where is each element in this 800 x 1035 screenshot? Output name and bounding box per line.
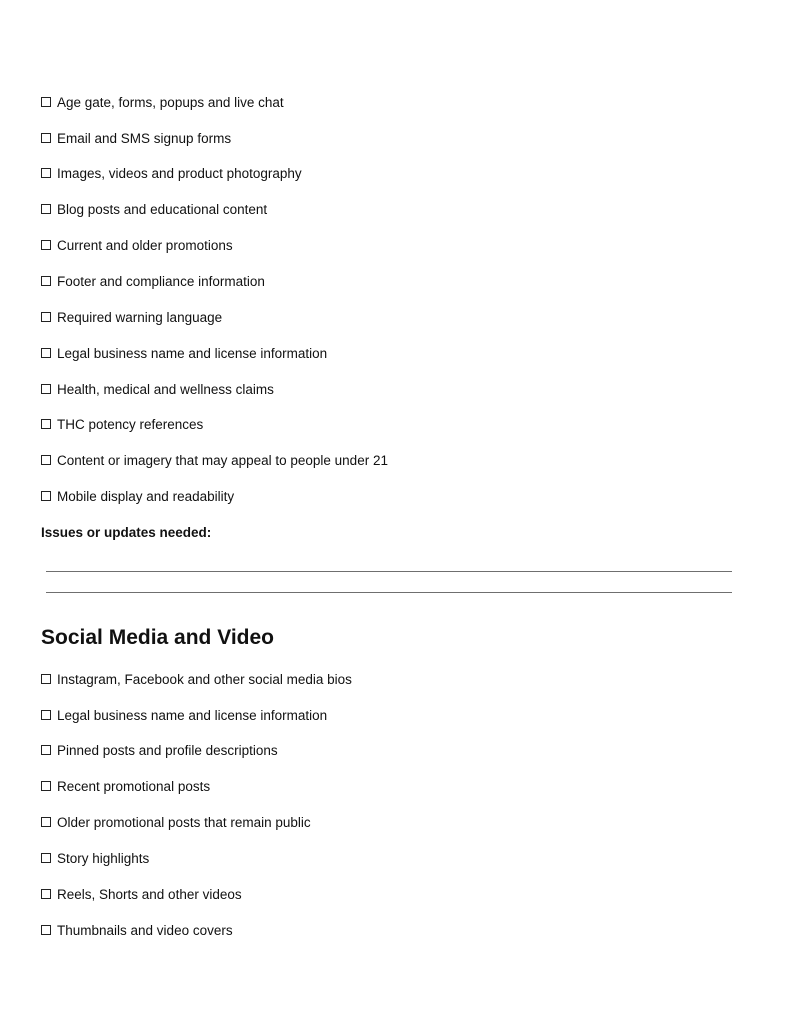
section-heading: Social Media and Video — [41, 626, 275, 649]
checklist-item[interactable] — [41, 308, 222, 328]
checkbox[interactable] — [41, 133, 51, 143]
checklist-item-label: Story highlights — [57, 851, 150, 866]
checklist-item[interactable] — [41, 706, 327, 726]
checkbox[interactable] — [41, 276, 51, 286]
checklist-item-label: Legal business name and license information — [57, 708, 328, 723]
checkbox[interactable] — [41, 348, 51, 358]
checklist-item[interactable] — [41, 380, 274, 400]
checklist-item-label: Footer and compliance information — [57, 274, 265, 289]
issues-label: Issues or updates needed: — [41, 525, 212, 540]
checklist-item-label: Thumbnails and video covers — [57, 923, 233, 938]
checklist-item-label: Instagram, Facebook and other social media bios — [57, 672, 352, 687]
checklist-item-label: Pinned posts and profile descriptions — [57, 743, 278, 758]
checklist-item[interactable] — [41, 272, 265, 292]
checklist-item-label: Mobile display and readability — [57, 489, 235, 504]
checklist-item-label: Current and older promotions — [57, 238, 233, 253]
checkbox[interactable] — [41, 817, 51, 827]
checklist-item-label: Content or imagery that may appeal to people under 21 — [57, 453, 388, 468]
checklist-item[interactable] — [41, 451, 388, 471]
checklist-item[interactable] — [41, 93, 284, 113]
checkbox[interactable] — [41, 312, 51, 322]
checkbox[interactable] — [41, 925, 51, 935]
checklist-item-label: Recent promotional posts — [57, 779, 211, 794]
checklist-item[interactable] — [41, 670, 352, 690]
checkbox[interactable] — [41, 168, 51, 178]
checkbox[interactable] — [41, 853, 51, 863]
checkbox[interactable] — [41, 781, 51, 791]
checkbox[interactable] — [41, 491, 51, 501]
checklist-item[interactable] — [41, 885, 242, 905]
checklist-item[interactable] — [41, 777, 210, 797]
checklist-item[interactable] — [41, 164, 302, 184]
checklist-item[interactable] — [41, 129, 231, 149]
checklist-item[interactable] — [41, 849, 149, 869]
checkbox[interactable] — [41, 240, 51, 250]
checkbox[interactable] — [41, 674, 51, 684]
checkbox[interactable] — [41, 419, 51, 429]
checklist-item-label: Reels, Shorts and other videos — [57, 887, 242, 902]
checklist-item-label: Blog posts and educational content — [57, 202, 268, 217]
checklist-item-label: Legal business name and license information — [57, 346, 328, 361]
checklist-item-label: THC potency references — [57, 417, 204, 432]
checklist-item-label: Images, videos and product photography — [57, 166, 302, 181]
checkbox[interactable] — [41, 384, 51, 394]
checklist-item[interactable] — [41, 200, 267, 220]
checkbox[interactable] — [41, 97, 51, 107]
checklist-item[interactable] — [41, 921, 233, 941]
checkbox[interactable] — [41, 455, 51, 465]
checklist-item[interactable] — [41, 813, 311, 833]
checklist-item-label: Health, medical and wellness claims — [57, 382, 274, 397]
checkbox[interactable] — [41, 710, 51, 720]
checkbox[interactable] — [41, 745, 51, 755]
checklist-item[interactable] — [41, 415, 203, 435]
checklist-item-label: Age gate, forms, popups and live chat — [57, 95, 284, 110]
checkbox[interactable] — [41, 889, 51, 899]
notes-line[interactable] — [46, 592, 732, 593]
checklist-item-label: Required warning language — [57, 310, 223, 325]
checklist-item-label: Older promotional posts that remain public — [57, 815, 311, 830]
notes-line[interactable] — [46, 571, 732, 572]
checklist-item-label: Email and SMS signup forms — [57, 131, 232, 146]
checkbox[interactable] — [41, 204, 51, 214]
checklist-item[interactable] — [41, 487, 234, 507]
checklist-item[interactable] — [41, 741, 278, 761]
checklist-item[interactable] — [41, 344, 327, 364]
checklist-item[interactable] — [41, 236, 233, 256]
